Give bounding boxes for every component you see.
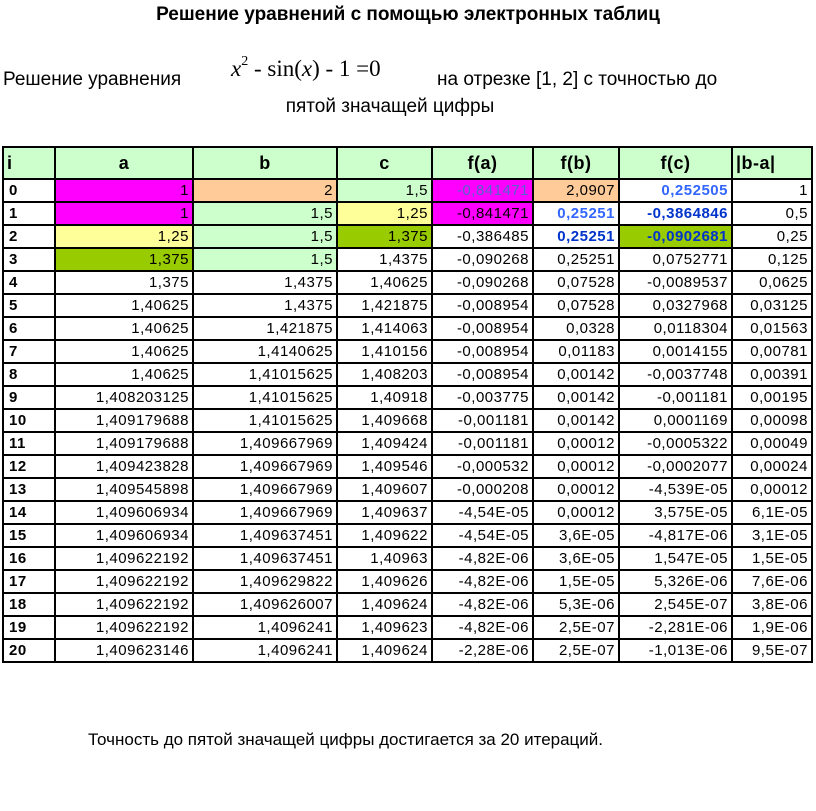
table-row xyxy=(3,409,812,432)
table-cell: 1,4375 xyxy=(193,271,337,294)
table-cell: 0,00142 xyxy=(533,409,619,432)
table-cell: 0,252505 xyxy=(619,179,732,202)
table-row xyxy=(3,547,812,570)
table-cell: 0,0752771 xyxy=(619,248,732,271)
table-cell: -0,841471 xyxy=(432,202,533,225)
table-cell: 1,5E-05 xyxy=(533,570,619,593)
header-cell: |b-a| xyxy=(732,147,812,179)
table-cell: -0,0037748 xyxy=(619,363,732,386)
table-cell: 0,07528 xyxy=(533,271,619,294)
table-cell: -0,090268 xyxy=(432,271,533,294)
header-cell: i xyxy=(3,147,55,179)
table-cell: 1,408203125 xyxy=(55,386,193,409)
equation-suffix-line2: пятой значащей цифры xyxy=(285,96,495,117)
table-row xyxy=(3,386,812,409)
table-cell: 0,0118304 xyxy=(619,317,732,340)
table-cell: 2,5E-07 xyxy=(533,639,619,662)
table-cell: 0,125 xyxy=(732,248,812,271)
table-cell: -0,000532 xyxy=(432,455,533,478)
header-cell: a xyxy=(55,147,193,179)
table-cell: 1,409668 xyxy=(337,409,432,432)
table-cell: 2,545E-07 xyxy=(619,593,732,616)
table-cell: -0,001181 xyxy=(432,409,533,432)
table-cell: 1,4140625 xyxy=(193,340,337,363)
table-cell: 0,0625 xyxy=(732,271,812,294)
table-cell: 1,4096241 xyxy=(193,616,337,639)
table-cell: 1,5 xyxy=(193,202,337,225)
table-cell: 1,5 xyxy=(193,225,337,248)
table-cell: 1,409622192 xyxy=(55,570,193,593)
table-cell: 1 xyxy=(732,179,812,202)
table-cell: 5,326E-06 xyxy=(619,570,732,593)
table-cell: 1,409622192 xyxy=(55,547,193,570)
table-cell: 1,409624 xyxy=(337,639,432,662)
table-cell: -0,001181 xyxy=(619,386,732,409)
table-cell: 0,00024 xyxy=(732,455,812,478)
table-cell: -2,281E-06 xyxy=(619,616,732,639)
table-cell: 1,547E-05 xyxy=(619,547,732,570)
row-index-cell: 6 xyxy=(3,317,55,340)
table-cell: -0,008954 xyxy=(432,317,533,340)
header-cell: f(c) xyxy=(619,147,732,179)
table-row xyxy=(3,225,812,248)
table-cell: 1,408203 xyxy=(337,363,432,386)
table-cell: 0,25251 xyxy=(533,225,619,248)
table-cell: -4,82E-06 xyxy=(432,570,533,593)
table-row xyxy=(3,616,812,639)
table-cell: 0,01183 xyxy=(533,340,619,363)
table-cell: -4,82E-06 xyxy=(432,593,533,616)
table-cell: 0,00098 xyxy=(732,409,812,432)
table-cell: 0,0327968 xyxy=(619,294,732,317)
equation-prefix: Решение уравнения xyxy=(3,69,182,90)
table-cell: 1,409626007 xyxy=(193,593,337,616)
row-index-cell: 13 xyxy=(3,478,55,501)
table-row xyxy=(3,455,812,478)
row-index-cell: 16 xyxy=(3,547,55,570)
table-cell: 1,25 xyxy=(55,225,193,248)
table-cell: -0,008954 xyxy=(432,340,533,363)
table-cell: 1,409623146 xyxy=(55,639,193,662)
row-index-cell: 1 xyxy=(3,202,55,225)
row-index-cell: 10 xyxy=(3,409,55,432)
table-cell: 0,00012 xyxy=(533,455,619,478)
page-title: Решение уравнений с помощью электронных таблиц xyxy=(156,4,660,25)
table-cell: -4,54E-05 xyxy=(432,524,533,547)
table-cell: 1,41015625 xyxy=(193,363,337,386)
formula-sin: - sin( xyxy=(248,56,302,81)
table-cell: 1 xyxy=(55,179,193,202)
table-cell: 1,410156 xyxy=(337,340,432,363)
table-row xyxy=(3,501,812,524)
table-cell: -4,82E-06 xyxy=(432,616,533,639)
table-cell: 1,409622192 xyxy=(55,593,193,616)
table-cell: -0,0089537 xyxy=(619,271,732,294)
row-index-cell: 5 xyxy=(3,294,55,317)
row-index-cell: 17 xyxy=(3,570,55,593)
table-cell: 1,40625 xyxy=(55,317,193,340)
table-cell: 0,25251 xyxy=(533,248,619,271)
table-cell: 0,00142 xyxy=(533,386,619,409)
table-cell: 1,409637451 xyxy=(193,524,337,547)
table-row xyxy=(3,294,812,317)
table-cell: 1,4096241 xyxy=(193,639,337,662)
table-cell: 1,409179688 xyxy=(55,409,193,432)
table-cell: -0,0005322 xyxy=(619,432,732,455)
table-cell: 1,409179688 xyxy=(55,432,193,455)
row-index-cell: 14 xyxy=(3,501,55,524)
table-cell: 0,00012 xyxy=(533,478,619,501)
table-cell: 1,409624 xyxy=(337,593,432,616)
row-index-cell: 18 xyxy=(3,593,55,616)
table-cell: 0,00781 xyxy=(732,340,812,363)
table-cell: -2,28E-06 xyxy=(432,639,533,662)
table-cell: 0,25251 xyxy=(533,202,619,225)
table-cell: 0,25 xyxy=(732,225,812,248)
table-cell: 0,00049 xyxy=(732,432,812,455)
row-index-cell: 11 xyxy=(3,432,55,455)
table-cell: 2,0907 xyxy=(533,179,619,202)
table-row xyxy=(3,271,812,294)
row-index-cell: 2 xyxy=(3,225,55,248)
table-row xyxy=(3,524,812,547)
header-cell: f(a) xyxy=(432,147,533,179)
table-cell: 1,409607 xyxy=(337,478,432,501)
equation-suffix-line1: на отрезке [1, 2] с точностью до xyxy=(437,69,718,90)
table-row xyxy=(3,593,812,616)
table-cell: 1,40918 xyxy=(337,386,432,409)
row-index-cell: 9 xyxy=(3,386,55,409)
table-cell: 0,00142 xyxy=(533,363,619,386)
table-cell: 0,01563 xyxy=(732,317,812,340)
formula-end: ) - 1 =0 xyxy=(312,56,381,81)
row-index-cell: 3 xyxy=(3,248,55,271)
table-cell: 1,414063 xyxy=(337,317,432,340)
row-index-cell: 15 xyxy=(3,524,55,547)
formula-exponent: 2 xyxy=(241,54,249,70)
table-cell: 3,6E-05 xyxy=(533,547,619,570)
table-cell: 0,00391 xyxy=(732,363,812,386)
table-cell: 1,409667969 xyxy=(193,455,337,478)
table-cell: 1,409546 xyxy=(337,455,432,478)
table-cell: 1,409637451 xyxy=(193,547,337,570)
table-cell: 0,0328 xyxy=(533,317,619,340)
row-index-cell: 8 xyxy=(3,363,55,386)
table-cell: 1,421875 xyxy=(337,294,432,317)
table-cell: 1,41015625 xyxy=(193,409,337,432)
formula-x: x xyxy=(231,56,242,81)
table-cell: 7,6E-06 xyxy=(732,570,812,593)
table-cell: 2 xyxy=(193,179,337,202)
row-index-cell: 7 xyxy=(3,340,55,363)
table-cell: 0,00012 xyxy=(732,478,812,501)
table-row xyxy=(3,639,812,662)
row-index-cell: 20 xyxy=(3,639,55,662)
table-cell: 0,00012 xyxy=(533,432,619,455)
table-row xyxy=(3,432,812,455)
table-cell: 1,9E-06 xyxy=(732,616,812,639)
table-cell: 1,409667969 xyxy=(193,432,337,455)
table-row xyxy=(3,478,812,501)
row-index-cell: 19 xyxy=(3,616,55,639)
row-index-cell: 0 xyxy=(3,179,55,202)
table-row xyxy=(3,363,812,386)
table-cell: 0,0001169 xyxy=(619,409,732,432)
table-cell: 1,5E-05 xyxy=(732,547,812,570)
table-cell: 1,409623 xyxy=(337,616,432,639)
table-cell: 1 xyxy=(55,202,193,225)
header-cell: c xyxy=(337,147,432,179)
table-cell: 1,409667969 xyxy=(193,478,337,501)
table-cell: 0,0014155 xyxy=(619,340,732,363)
table-cell: 1,4375 xyxy=(193,294,337,317)
table-cell: -0,008954 xyxy=(432,294,533,317)
table-row xyxy=(3,340,812,363)
table-cell: -0,008954 xyxy=(432,363,533,386)
table-cell: 1,409423828 xyxy=(55,455,193,478)
table-cell: 3,575E-05 xyxy=(619,501,732,524)
table-cell: -0,003775 xyxy=(432,386,533,409)
table-cell: 1,5 xyxy=(337,179,432,202)
table-cell: -0,841471 xyxy=(432,179,533,202)
table-cell: -1,013E-06 xyxy=(619,639,732,662)
table-cell: -0,000208 xyxy=(432,478,533,501)
table-cell: 1,375 xyxy=(55,248,193,271)
table-cell: -0,386485 xyxy=(432,225,533,248)
table-cell: 0,5 xyxy=(732,202,812,225)
table-body xyxy=(3,179,812,662)
table-cell: 1,409629822 xyxy=(193,570,337,593)
row-index-cell: 4 xyxy=(3,271,55,294)
table-row xyxy=(3,179,812,202)
table-cell: 0,00195 xyxy=(732,386,812,409)
table-cell: 1,40625 xyxy=(337,271,432,294)
table-cell: 1,409667969 xyxy=(193,501,337,524)
table-cell: -4,817E-06 xyxy=(619,524,732,547)
table-cell: 1,375 xyxy=(55,271,193,294)
table-cell: 5,3E-06 xyxy=(533,593,619,616)
table-cell: 0,07528 xyxy=(533,294,619,317)
table-cell: 3,8E-06 xyxy=(732,593,812,616)
bisection-table xyxy=(2,146,813,663)
table-cell: 1,375 xyxy=(337,225,432,248)
table-cell: 1,409637 xyxy=(337,501,432,524)
table-cell: 1,409545898 xyxy=(55,478,193,501)
table-cell: 3,1E-05 xyxy=(732,524,812,547)
table-cell: 1,409626 xyxy=(337,570,432,593)
table-cell: -0,3864846 xyxy=(619,202,732,225)
table-cell: 9,5E-07 xyxy=(732,639,812,662)
header-cell: b xyxy=(193,147,337,179)
table-cell: 2,5E-07 xyxy=(533,616,619,639)
table-cell: -0,0902681 xyxy=(619,225,732,248)
table-cell: 1,409606934 xyxy=(55,524,193,547)
table-row xyxy=(3,202,812,225)
table-cell: -0,0002077 xyxy=(619,455,732,478)
header-cell: f(b) xyxy=(533,147,619,179)
table-cell: 1,41015625 xyxy=(193,386,337,409)
table-cell: 1,40625 xyxy=(55,363,193,386)
table-cell: 0,03125 xyxy=(732,294,812,317)
table-cell: 1,5 xyxy=(193,248,337,271)
row-index-cell: 12 xyxy=(3,455,55,478)
table-cell: 1,409606934 xyxy=(55,501,193,524)
table-row xyxy=(3,248,812,271)
table-cell: 3,6E-05 xyxy=(533,524,619,547)
table-cell: -0,090268 xyxy=(432,248,533,271)
table-cell: 1,409424 xyxy=(337,432,432,455)
table-header-row xyxy=(3,147,812,179)
table-row xyxy=(3,317,812,340)
table-cell: 1,409622192 xyxy=(55,616,193,639)
table-cell: 1,409622 xyxy=(337,524,432,547)
equation-formula xyxy=(231,56,381,82)
table-cell: -4,54E-05 xyxy=(432,501,533,524)
footer-note: Точность до пятой значащей цифры достигается за 20 итераций. xyxy=(88,730,604,749)
table-cell: 0,00012 xyxy=(533,501,619,524)
table-cell: 1,40625 xyxy=(55,340,193,363)
formula-x-arg: x xyxy=(301,56,313,81)
table-cell: 1,40625 xyxy=(55,294,193,317)
table-cell: 6,1E-05 xyxy=(732,501,812,524)
table-cell: -4,82E-06 xyxy=(432,547,533,570)
table-cell: 1,4375 xyxy=(337,248,432,271)
table-cell: -0,001181 xyxy=(432,432,533,455)
table-cell: 1,25 xyxy=(337,202,432,225)
table-row xyxy=(3,570,812,593)
table-cell: 1,421875 xyxy=(193,317,337,340)
table-cell: 1,40963 xyxy=(337,547,432,570)
table-cell: -4,539E-05 xyxy=(619,478,732,501)
